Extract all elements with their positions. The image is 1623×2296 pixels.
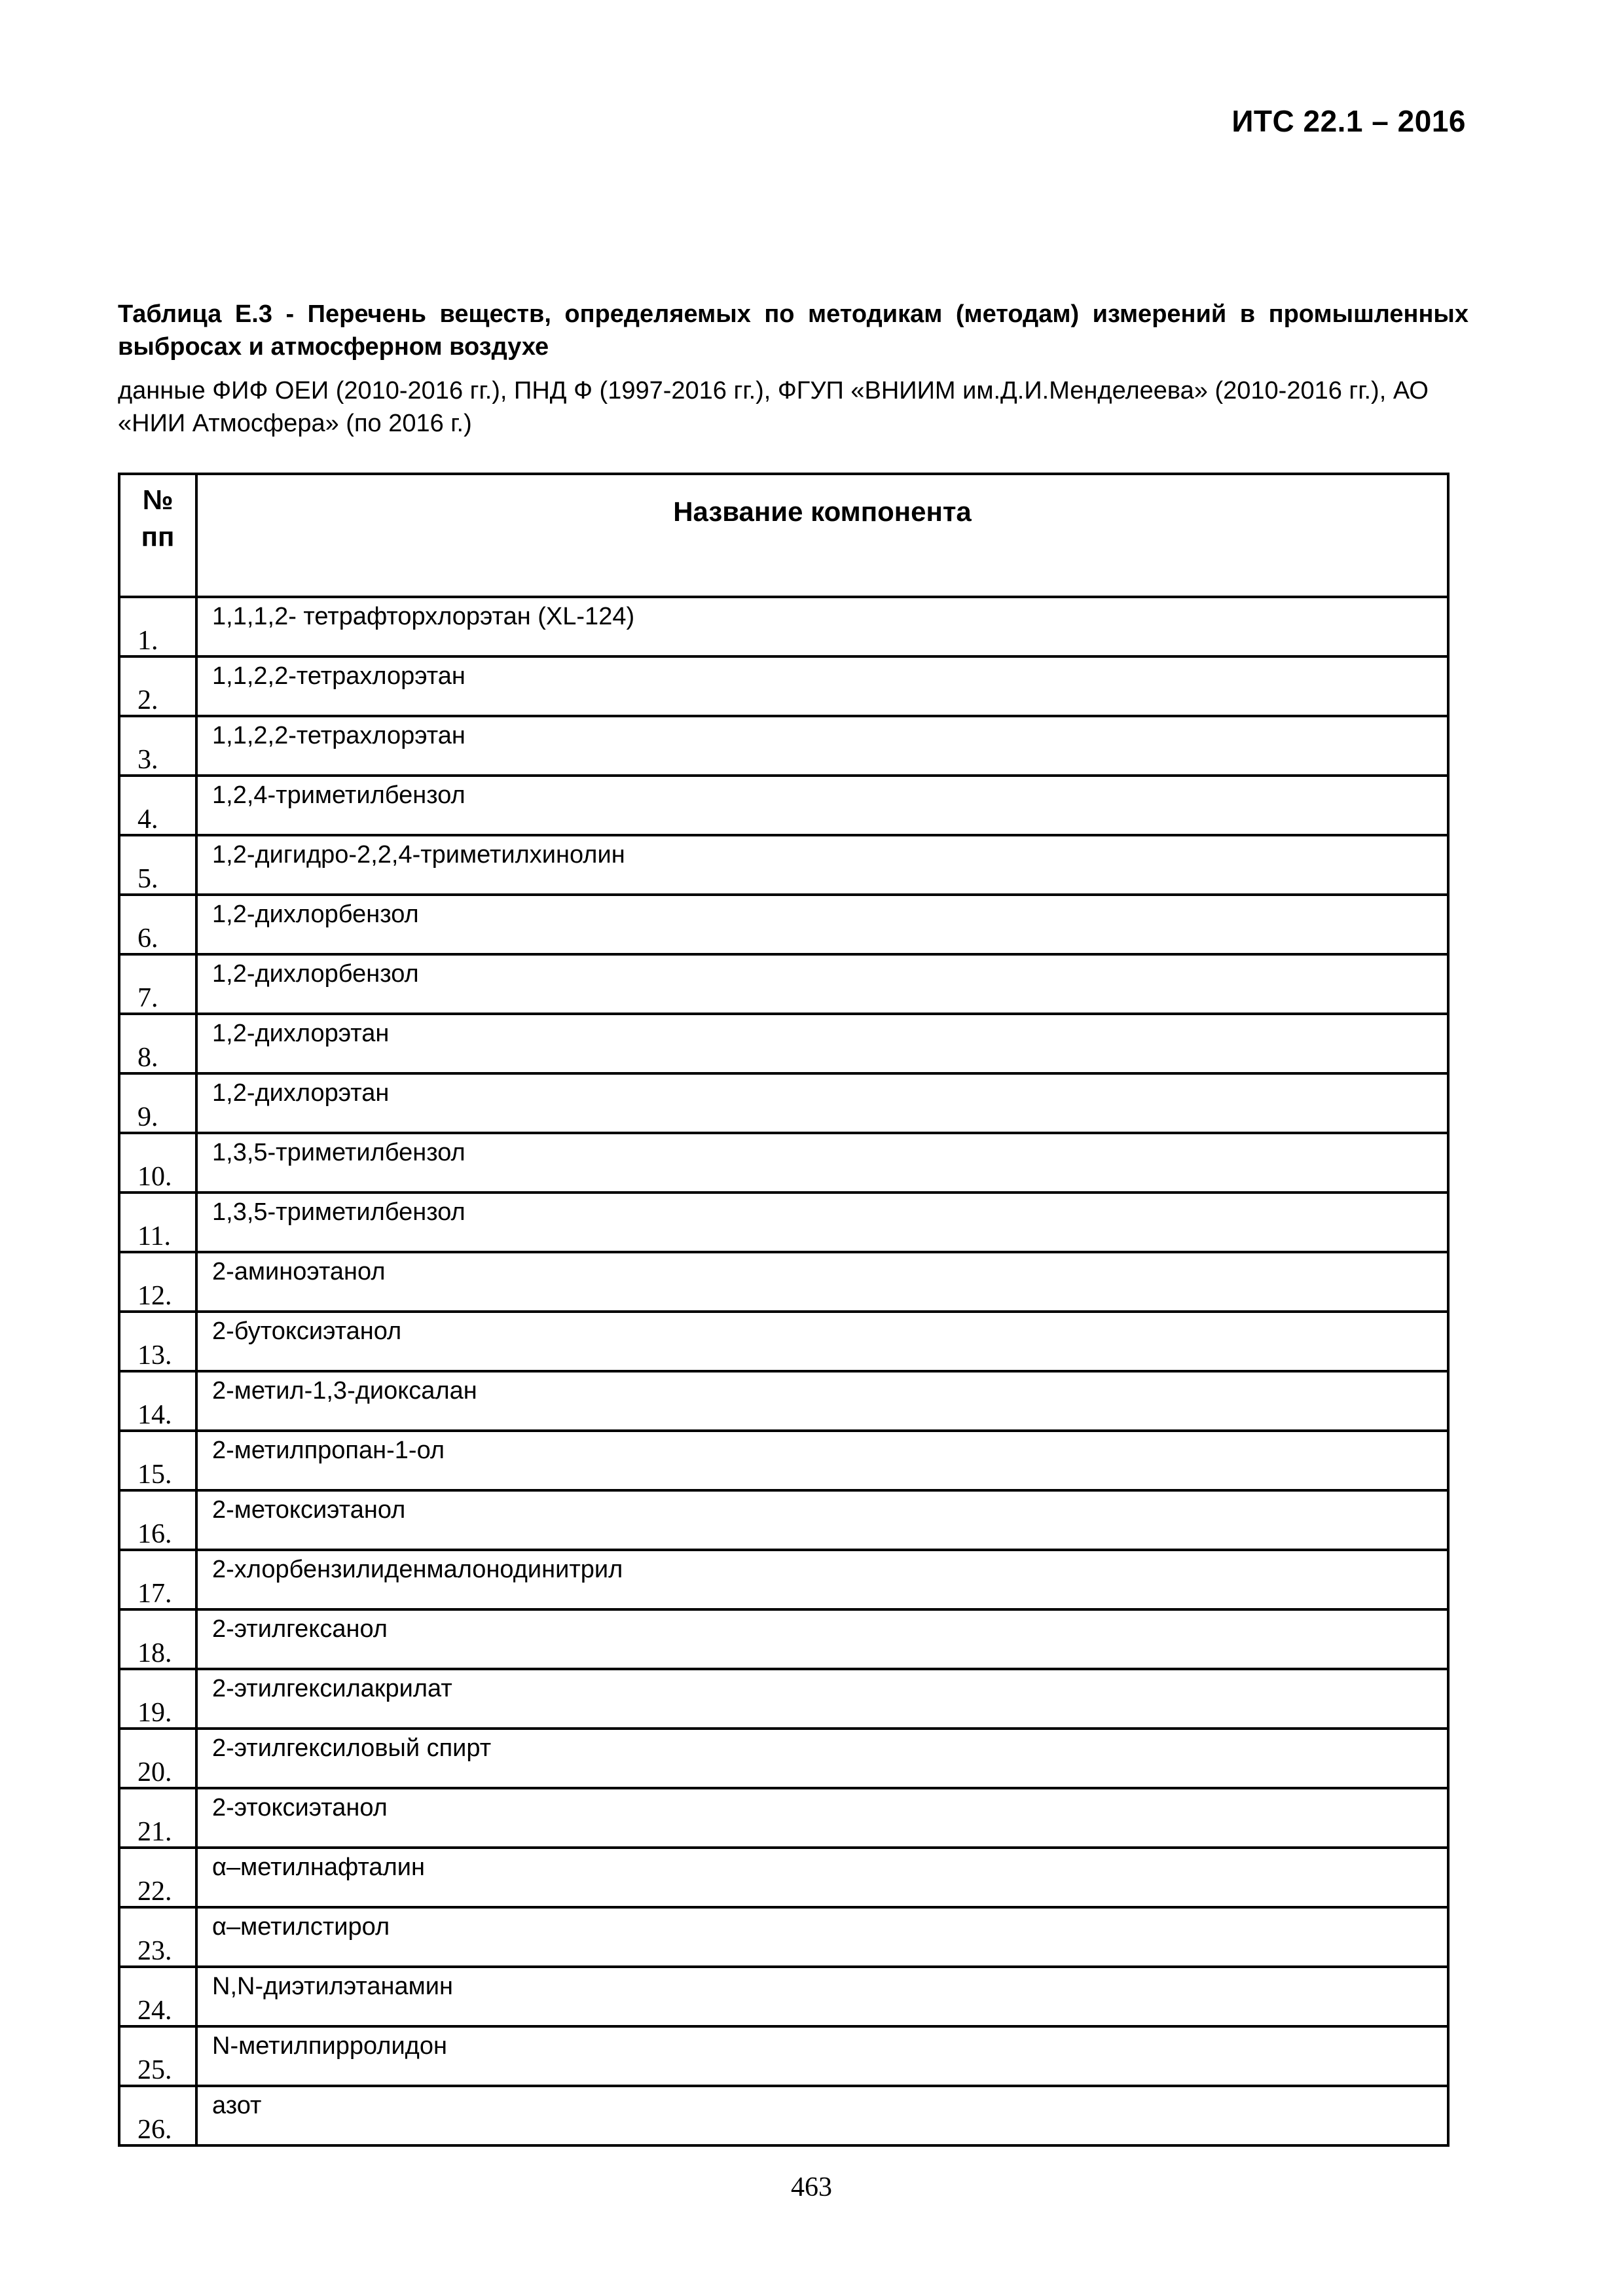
page-number: 463 (791, 2172, 832, 2202)
component-name-cell: 1,1,2,2-тетрахлорэтан (196, 716, 1448, 776)
row-number-cell: 23. (119, 1907, 196, 1967)
row-number-cell: 4. (119, 776, 196, 835)
table-row (119, 656, 1448, 716)
table-body (119, 597, 1448, 2145)
table-row (119, 835, 1448, 895)
component-name-cell: 2-бутоксиэтанол (196, 1312, 1448, 1371)
row-number-cell: 11. (119, 1193, 196, 1252)
component-name-cell: 1,2-дигидро-2,2,4-триметилхинолин (196, 835, 1448, 895)
table-row (119, 2026, 1448, 2086)
component-name-cell: 2-хлорбензилиденмалонодинитрил (196, 1550, 1448, 1609)
table-row (119, 954, 1448, 1014)
row-number-cell: 3. (119, 716, 196, 776)
substances-table (118, 473, 1450, 2147)
row-number-cell: 8. (119, 1014, 196, 1073)
column-header-number-symbol: № (142, 484, 173, 515)
component-name-cell: 1,2-дихлорэтан (196, 1073, 1448, 1133)
component-name-cell: α–метилстирол (196, 1907, 1448, 1967)
row-number-cell: 12. (119, 1252, 196, 1312)
table-row (119, 1073, 1448, 1133)
table-row (119, 1848, 1448, 1907)
table-row (119, 1788, 1448, 1848)
table-row (119, 1669, 1448, 1729)
component-name-cell: 1,3,5-триметилбензол (196, 1193, 1448, 1252)
row-number-cell: 21. (119, 1788, 196, 1848)
row-number-cell: 6. (119, 895, 196, 954)
table-caption: Таблица Е.3 - Перечень веществ, определяемых по методикам (методам) измерений в промышленных выбросах и атмосферном воздухе (118, 300, 1468, 361)
component-name-cell: α–метилнафталин (196, 1848, 1448, 1907)
component-name-cell: 2-метил-1,3-диоксалан (196, 1371, 1448, 1431)
component-name-cell: 2-этилгексанол (196, 1609, 1448, 1669)
component-name-cell: 2-этоксиэтанол (196, 1788, 1448, 1848)
component-name-cell: 2-метоксиэтанол (196, 1490, 1448, 1550)
component-name-cell: 2-этилгексилакрилат (196, 1669, 1448, 1729)
column-header-component-name: Название компонента (196, 474, 1448, 597)
table-row (119, 1252, 1448, 1312)
table-row (119, 1609, 1448, 1669)
row-number-cell: 24. (119, 1967, 196, 2026)
row-number-cell: 26. (119, 2086, 196, 2145)
component-name-cell: 1,1,1,2- тетрафторхлорэтан (XL-124) (196, 597, 1448, 656)
table-row (119, 1967, 1448, 2026)
component-name-cell: 1,1,2,2-тетрахлорэтан (196, 656, 1448, 716)
document-code: ИТС 22.1 – 2016 (1231, 104, 1466, 138)
component-name-cell: 1,2,4-триметилбензол (196, 776, 1448, 835)
column-header-number (119, 474, 196, 597)
component-name-cell: 1,2-дихлорбензол (196, 895, 1448, 954)
component-name-cell: N,N-диэтилэтанамин (196, 1967, 1448, 2026)
row-number-cell: 20. (119, 1729, 196, 1788)
table-row (119, 1133, 1448, 1193)
row-number-cell: 5. (119, 835, 196, 895)
row-number-cell: 17. (119, 1550, 196, 1609)
row-number-cell: 13. (119, 1312, 196, 1371)
table-row (119, 1193, 1448, 1252)
table-row (119, 716, 1448, 776)
component-name-cell: 1,2-дихлорэтан (196, 1014, 1448, 1073)
row-number-cell: 15. (119, 1431, 196, 1490)
row-number-cell: 18. (119, 1609, 196, 1669)
table-row (119, 1014, 1448, 1073)
table-header-row (119, 474, 1448, 597)
table-row (119, 1550, 1448, 1609)
row-number-cell: 7. (119, 954, 196, 1014)
component-name-cell: 2-этилгексиловый спирт (196, 1729, 1448, 1788)
table-row (119, 1907, 1448, 1967)
table-sources-note: данные ФИФ ОЕИ (2010-2016 гг.), ПНД Ф (1997-2016 гг.), ФГУП «ВНИИМ им.Д.И.Менделеева» (2010-2016 гг.), АО «НИИ Атмосфера» (по 2016 г.) (118, 377, 1429, 437)
component-name-cell: 1,3,5-триметилбензол (196, 1133, 1448, 1193)
substances-table-container (118, 473, 1450, 2147)
row-number-cell: 19. (119, 1669, 196, 1729)
column-header-number-abbr: пп (141, 521, 175, 552)
row-number-cell: 2. (119, 656, 196, 716)
row-number-cell: 16. (119, 1490, 196, 1550)
row-number-cell: 14. (119, 1371, 196, 1431)
row-number-cell: 9. (119, 1073, 196, 1133)
table-row (119, 895, 1448, 954)
component-name-cell: 2-метилпропан-1-ол (196, 1431, 1448, 1490)
table-row (119, 1371, 1448, 1431)
row-number-cell: 10. (119, 1133, 196, 1193)
table-row (119, 1431, 1448, 1490)
row-number-cell: 22. (119, 1848, 196, 1907)
component-name-cell: N-метилпирролидон (196, 2026, 1448, 2086)
table-row (119, 776, 1448, 835)
row-number-cell: 25. (119, 2026, 196, 2086)
component-name-cell: 2-аминоэтанол (196, 1252, 1448, 1312)
table-row (119, 1490, 1448, 1550)
row-number-cell: 1. (119, 597, 196, 656)
table-row (119, 1312, 1448, 1371)
table-row (119, 2086, 1448, 2145)
table-row (119, 1729, 1448, 1788)
component-name-cell: 1,2-дихлорбензол (196, 954, 1448, 1014)
component-name-cell: азот (196, 2086, 1448, 2145)
table-row (119, 597, 1448, 656)
